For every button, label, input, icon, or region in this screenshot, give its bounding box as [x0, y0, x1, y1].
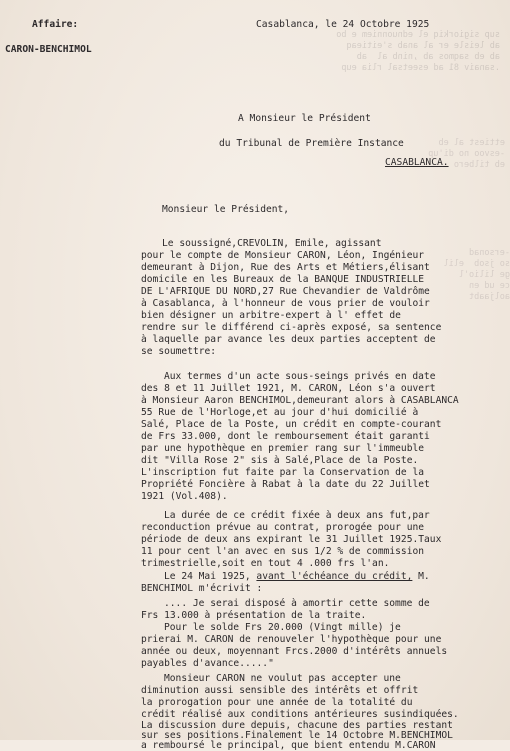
- text-line: 55 Rue de l'Horloge,et au jour d'hui domicilié à: [141, 407, 419, 418]
- text-line: de Frs 33.000, dont le remboursement était garanti: [141, 431, 430, 442]
- text-line: pour le compte de Monsieur CARON, Léon, Ingénieur: [141, 250, 425, 261]
- text-line: 1921 (Vol.408).: [141, 491, 228, 502]
- text-line: Pour le solde Frs 20.000 (Vingt mille) je: [164, 622, 401, 633]
- text-line: [164, 571, 430, 582]
- text-line: DE L'AFRIQUE DU NORD,27 Rue Chevandier de Valdrôme: [141, 286, 430, 297]
- text-line: la prorogation pour une année de la totalité du: [141, 697, 413, 708]
- bleed-through-text-3: -ersonad so jsob elil ge lilio'l ce ud en aoljaabt: [443, 248, 510, 302]
- text-line: prierai M. CARON de renouveler l'hypothèque pour une: [141, 634, 442, 645]
- text-line: .... Je serai disposé à amortir cette somme de: [164, 598, 430, 609]
- text-line: reconduction prévue au contrat, prorogée pour une: [141, 522, 425, 533]
- text-line: diminution aussi sensible des intérêts et offrit: [141, 685, 419, 696]
- text-line: La durée de ce crédit fixée à deux ans fut,par: [164, 510, 430, 521]
- underlined-text: avant l'échéance du crédit,: [256, 571, 413, 582]
- salutation: Monsieur le Président,: [162, 204, 290, 215]
- text-line: Aux termes d'un acte sous-seings privés en date: [164, 371, 436, 382]
- text-span: Le 24 Mai 1925,: [164, 571, 257, 582]
- address-city: CASABLANCA.: [385, 157, 449, 168]
- text-line: à Casablanca, à l'honneur de vous prier de vouloir: [141, 298, 430, 309]
- text-line: rendre sur le différend ci-après exposé, sa sentence: [141, 322, 442, 333]
- address-line-2: du Tribunal de Première Instance: [219, 138, 404, 149]
- text-line: a remboursé le principal, que bient entendu M.CARON: [141, 740, 436, 751]
- text-line: Salé, Place de la Poste, un crédit en compte-courant: [141, 419, 442, 430]
- text-line: à Monsieur Aaron BENCHIMOL,demeurant alors à CASABLANCA: [141, 395, 459, 406]
- text-line: demeurant à Dijon, Rue des Arts et Métiers,élisant: [141, 262, 430, 273]
- place-date: Casablanca, le 24 Octobre 1925: [256, 19, 430, 30]
- bleed-through-text: sup sigiorkiq el ednuonniem e bo ab leisle er al anab s'eitieaq ab eb saqmos ab ,ninb al ab .sanaiv 81 ad eseetsal rlia eup: [336, 30, 500, 73]
- address-line-1: A Monsieur le Président: [238, 113, 371, 124]
- text-line: des 8 et 11 Juillet 1921, M. CARON, Léon s'a ouvert: [141, 383, 436, 394]
- text-line: dit "Villa Rose 2" sis à Salé,Place de la Poste.: [141, 455, 419, 466]
- text-line: 11 pour cent l'an avec en sus 1/2 % de commission: [141, 546, 425, 557]
- affaire-label: Affaire:: [32, 19, 79, 30]
- text-line: année ou deux, moyennant Frcs.2000 d'intérêts annuels: [141, 646, 448, 657]
- text-line: BENCHIMOL m'écrivit :: [141, 583, 263, 594]
- text-line: Monsieur CARON ne voulut pas accepter une: [164, 673, 401, 684]
- text-line: sur ses positions.Finalement le 14 Octobre M.BENCHIMOL: [141, 730, 453, 741]
- text-line: La discussion dure depuis, chacune des parties restant: [141, 720, 453, 731]
- text-line: L'inscription fut faite par la Conservation de la: [141, 467, 425, 478]
- text-line: par une hypothèque en premier rang sur l'immeuble: [141, 443, 425, 454]
- text-line: crédit réalisé aux conditions antérieures susindiquées.: [141, 709, 459, 720]
- text-line: période de deux ans expirant le 31 Juillet 1925.Taux: [141, 534, 442, 545]
- text-line: à laquelle par avance les deux parties acceptent de: [141, 334, 436, 345]
- text-line: trimestrielle,soit en tout 4 .000 frs l'an.: [141, 558, 390, 569]
- bleed-through-text-2: ettiest al eb -esvoo no di'up eb tilbero: [428, 138, 505, 170]
- text-line: se soumettre:: [141, 346, 217, 357]
- affaire-name: CARON-BENCHIMOL: [5, 44, 92, 55]
- text-span: M.: [412, 571, 430, 582]
- text-line: Frs 13.000 à présentation de la traite.: [141, 610, 367, 621]
- text-line: domicile en les Bureaux de la BANQUE INDUSTRIELLE: [141, 274, 425, 285]
- text-line: payables d'avance.....": [141, 658, 274, 669]
- text-line: bien désigner un arbitre-expert à l' effet de: [141, 310, 401, 321]
- text-line: Le soussigné,CREVOLIN, Emile, agissant: [162, 238, 382, 249]
- text-line: Propriété Foncière à Rabat à la date du 22 Juillet: [141, 479, 430, 490]
